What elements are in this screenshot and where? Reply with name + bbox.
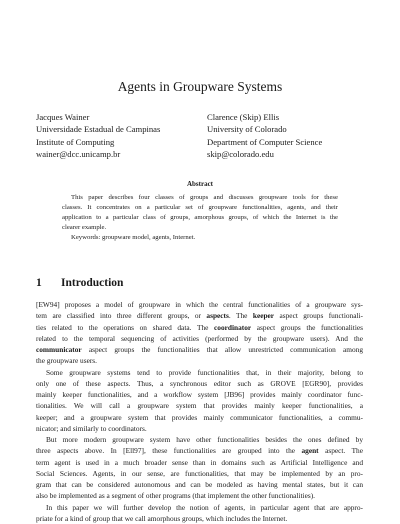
text-line: also be implemented as a segment of other programs (that implement the other functionalities). [36, 490, 363, 501]
author-block-wainer [36, 111, 160, 160]
text-line: term agent is used in a much broader sense than in domains such as Artificial Intelligence and [36, 457, 363, 468]
text-run: aspect groups the functionalities [251, 323, 363, 332]
text-line: gram that can be considered autonomous and can be modeled as having mental states, but it can [36, 479, 363, 490]
abstract-line: clearer example. [62, 223, 338, 233]
text-line: mainly keeper functionalities, and a workflow system [JB96] provides mainly coordinator func- [36, 389, 363, 400]
author-affiliation: University of Colorado [207, 123, 322, 135]
text-line: nicator; and similarly to coordinators. [36, 423, 363, 434]
text-run: three aspects above. In [Ell97], these functionalities are grouped into the [36, 446, 301, 455]
section-title: Introduction [61, 277, 123, 289]
text-line: keeper; and a groupware system that provides mainly communicator functionalities, a commu- [36, 412, 363, 423]
section-heading [36, 276, 123, 290]
emphasis-coordinator: coordinator [214, 323, 251, 332]
text-run: aspect. The [319, 446, 363, 455]
text-line: the groupware users. [36, 355, 363, 366]
text-line: tionalities. We will call a groupware system that provides mainly keeper functionalities, a [36, 400, 363, 411]
text-run: ties related to the operations on shared data. The [36, 323, 214, 332]
text-run: aspect groups the functionalities that allow unrestricted communication among [82, 345, 363, 354]
abstract-paragraph [62, 193, 338, 233]
text-line: Some groupware systems tend to provide functionalities that, in their majority, belong to [36, 367, 363, 378]
text-run: aspect groups functionali- [274, 311, 363, 320]
text-line: related to the temporal sequencing of activities (performed by the groupware users). And the [36, 333, 363, 344]
emphasis-communicator: communicator [36, 345, 82, 354]
paragraph-2 [36, 367, 363, 435]
text-line: only one of these aspects. Thus, a synchronous editor such as GROVE [EGR90], provides [36, 378, 363, 389]
paragraph-3 [36, 434, 363, 502]
text-line: But more modern groupware system have other functionalities besides the ones defined by [36, 434, 363, 445]
abstract-line: This paper describes four classes of groups and discusses groupware tools for these [62, 193, 338, 203]
paragraph-4 [36, 502, 363, 524]
text-line [36, 310, 363, 321]
paper-title: Agents in Groupware Systems [0, 79, 400, 95]
text-line [36, 322, 363, 333]
author-block-ellis [207, 111, 322, 160]
abstract-heading: Abstract [0, 180, 400, 189]
abstract-line: application to a particular class of groups, amorphous groups, of which the Internet is the [62, 213, 338, 223]
author-name: Jacques Wainer [36, 111, 160, 123]
text-line [36, 344, 363, 355]
emphasis-aspects: aspects [206, 311, 228, 320]
abstract-line: classes. It concentrates on a particular set of groupware functionalities, agents, and their [62, 203, 338, 213]
text-line: Social Sciences. Agents, in our sense, are functionalities, that may be implemented by an pro- [36, 468, 363, 479]
text-line: priate for a kind of group that we call amorphous groups, which includes the Internet. [36, 513, 363, 524]
author-department: Institute of Computing [36, 136, 160, 148]
abstract [62, 193, 338, 243]
keywords: Keywords: groupware model, agents, Internet. [62, 233, 338, 243]
text-line [36, 445, 363, 456]
text-line: In this paper we will further develop the notion of agents, in particular agent that are appro- [36, 502, 363, 513]
text-line: [EW94] proposes a model of groupware in which the central functionalities of a groupware sys- [36, 299, 363, 310]
body-text [36, 299, 363, 524]
text-run: tem are classified into three different groups, or [36, 311, 206, 320]
text-run: . The [229, 311, 253, 320]
author-department: Department of Computer Science [207, 136, 322, 148]
paragraph-1 [36, 299, 363, 367]
author-email: skip@colorado.edu [207, 148, 322, 160]
emphasis-keeper: keeper [253, 311, 274, 320]
section-number: 1 [36, 276, 61, 290]
author-name: Clarence (Skip) Ellis [207, 111, 322, 123]
author-email: wainer@dcc.unicamp.br [36, 148, 160, 160]
emphasis-agent: agent [301, 446, 318, 455]
author-affiliation: Universidade Estadual de Campinas [36, 123, 160, 135]
